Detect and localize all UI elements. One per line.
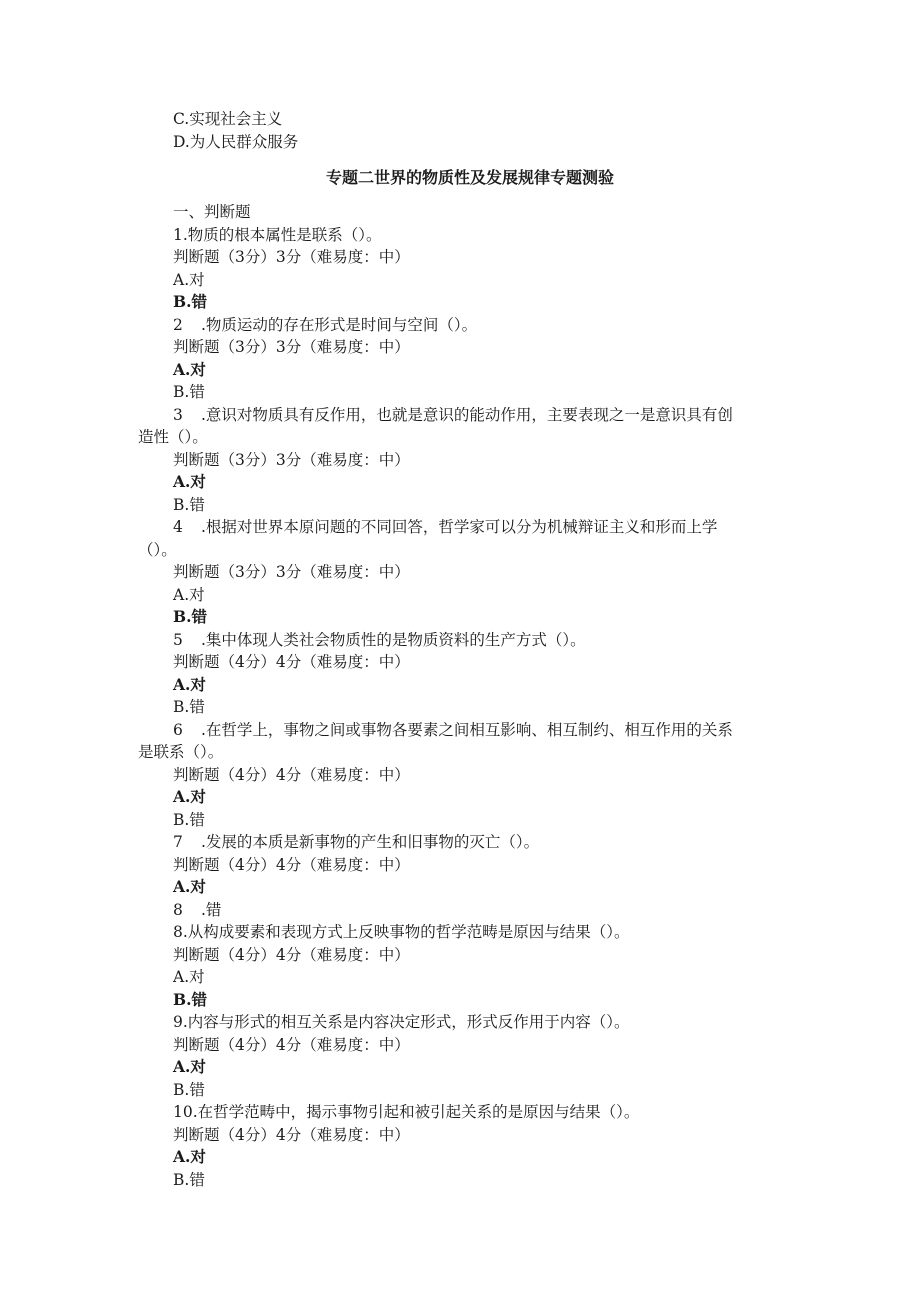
question-5-number: 5: [173, 630, 183, 649]
question-5-text: .集中体现人类社会物质性的是物质资料的生产方式（）。: [201, 630, 586, 649]
question-7-text: .发展的本质是新事物的产生和旧事物的灭亡（）。: [201, 833, 540, 851]
question-2-meta: 判断题（3分）3分（难易度：中）: [173, 338, 410, 356]
question-8: 8.从构成要素和表现方式上反映事物的哲学范畴是原因与结果（）。: [173, 923, 630, 941]
question-9-meta: 判断题（4分）4分（难易度：中）: [173, 1035, 410, 1054]
prev-option-c: C.实现社会主义: [173, 110, 283, 128]
question-7-option-a-answer: A.对: [173, 877, 206, 896]
question-6-option-a-answer: A.对: [173, 787, 206, 806]
section-heading: 一、判断题: [173, 203, 251, 221]
question-3-continuation: 造性（）。: [138, 428, 208, 446]
question-1-option-a: A.对: [173, 270, 205, 289]
question-5-option-a-answer: A.对: [173, 674, 206, 694]
question-2-option-a-answer: A.对: [173, 359, 206, 379]
question-6-option-b: B.错: [173, 810, 205, 829]
question-8-option-b-answer: B.错: [173, 989, 207, 1009]
question-2: [0, 314, 920, 337]
question-9: 9.内容与形式的相互关系是内容决定形式，形式反作用于内容（）。: [173, 1013, 630, 1031]
question-5: [0, 629, 920, 652]
question-6-number: 6: [173, 720, 183, 739]
question-10-option-a-answer: A.对: [173, 1147, 206, 1166]
question-4-text: .根据对世界本原问题的不同回答，哲学家可以分为机械辩证主义和形而上学: [201, 518, 718, 536]
question-4-continuation: （）。: [138, 540, 177, 559]
question-3-number: 3: [173, 405, 183, 424]
question-7-number: 7: [173, 833, 183, 851]
question-8-meta: 判断题（4分）4分（难易度：中）: [173, 945, 410, 964]
question-4-option-a: A.对: [173, 585, 205, 604]
document-body: [0, 108, 920, 1191]
question-7-option-b: [0, 899, 920, 922]
question-7-option-b-number: 8: [173, 900, 183, 919]
question-4-option-b-answer: B.错: [173, 607, 207, 626]
question-2-option-b: B.错: [173, 383, 205, 401]
question-3-text: .意识对物质具有反作用，也就是意识的能动作用，主要表现之一是意识具有创: [201, 405, 733, 424]
question-2-text: .物质运动的存在形式是时间与空间（）。: [201, 315, 478, 334]
prev-option-d: D.为人民群众服务: [173, 132, 299, 151]
question-7-option-b-text: .错: [201, 900, 222, 919]
question-10-option-b: B.错: [173, 1170, 205, 1189]
question-7: [0, 831, 920, 854]
question-4-number: 4: [173, 518, 183, 536]
question-3-option-a-answer: A.对: [173, 472, 206, 491]
question-1: 1.物质的根本属性是联系（）。: [173, 225, 382, 244]
question-2-number: 2: [173, 315, 183, 334]
question-10: 10.在哲学范畴中，揭示事物引起和被引起关系的是原因与结果（）。: [173, 1103, 640, 1121]
question-10-meta: 判断题（4分）4分（难易度：中）: [173, 1125, 410, 1144]
question-9-option-b: B.错: [173, 1080, 205, 1099]
question-7-meta: 判断题（4分）4分（难易度：中）: [173, 855, 410, 874]
section-title: 专题二世界的物质性及发展规律专题测验: [325, 168, 614, 187]
question-6-meta: 判断题（4分）4分（难易度：中）: [173, 765, 410, 784]
question-4: [0, 516, 920, 539]
question-1-meta: 判断题（3分）3分（难易度：中）: [173, 248, 410, 266]
question-9-option-a-answer: A.对: [173, 1057, 206, 1076]
question-6: [0, 719, 920, 742]
question-3-meta: 判断题（3分）3分（难易度：中）: [173, 450, 410, 469]
question-1-option-b-answer: B.错: [173, 292, 207, 311]
question-8-option-a: A.对: [173, 968, 205, 986]
question-5-meta: 判断题（4分）4分（难易度：中）: [173, 653, 410, 671]
question-4-meta: 判断题（3分）3分（难易度：中）: [173, 563, 410, 581]
question-6-text: .在哲学上，事物之间或事物各要素之间相互影响、相互制约、相互作用的关系: [201, 720, 733, 739]
question-3: [0, 404, 920, 427]
question-5-option-b: B.错: [173, 698, 205, 716]
question-6-continuation: 是联系（）。: [138, 743, 224, 761]
question-3-option-b: B.错: [173, 495, 205, 514]
